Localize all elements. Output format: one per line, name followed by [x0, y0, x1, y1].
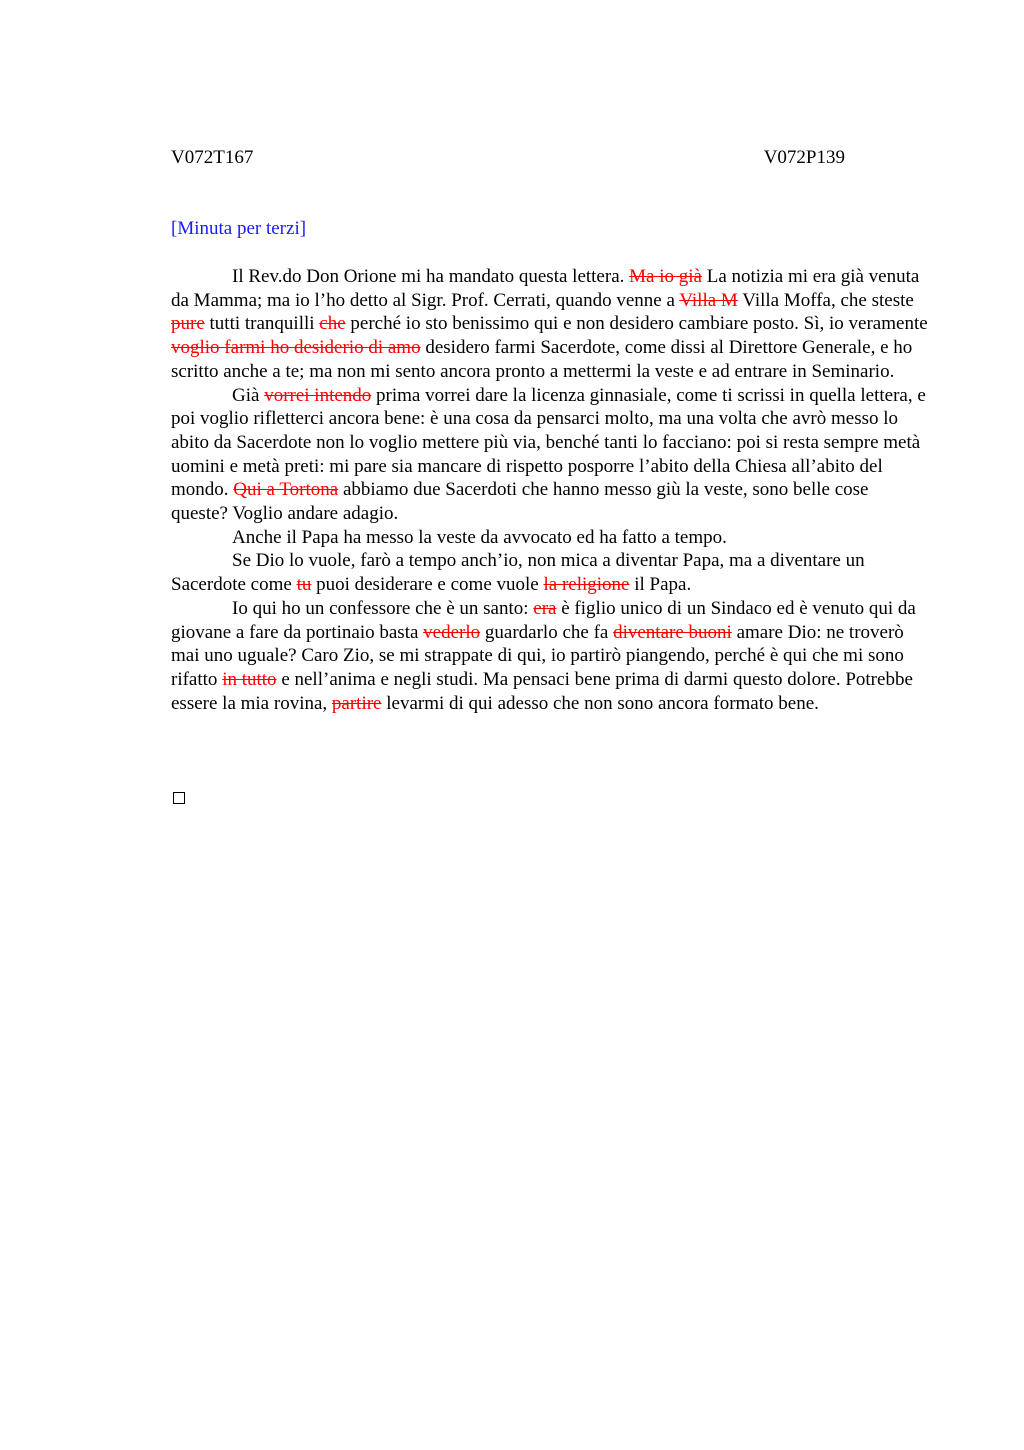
- editorial-note: [Minuta per terzi]: [171, 218, 307, 239]
- deleted-text: pure: [171, 313, 205, 335]
- paragraph: [171, 384, 929, 526]
- deleted-text: Villa M: [679, 289, 738, 311]
- text-segment: Villa Moffa, che steste: [737, 289, 914, 311]
- text-segment: abbiamo due Sacerdoti che hanno messo giù la veste, sono belle cose queste? Voglio andare adagio.: [171, 479, 869, 525]
- text-segment: prima vorrei dare la licenza ginnasiale, come ti scrissi in quella lettera, e poi voglio rifletterci ancora bene: è una cosa da pensarci molto, ma una volta che avrò messo lo abito da Sacerdote non lo voglio mettere più via, benché tanti lo facciano: poi si resta sempre metà uomini e metà preti: mi pare sia mancare di rispetto posporre l’abito della Chiesa all’abito del mondo.: [171, 384, 926, 501]
- text-segment: levarmi di qui adesso che non sono ancora formato bene.: [381, 692, 819, 714]
- text-segment: Già: [232, 384, 265, 406]
- deleted-text: vorrei intendo: [264, 384, 372, 406]
- document-code-right: V072P139: [763, 147, 845, 168]
- text-segment: perché io sto benissimo qui e non desidero cambiare posto. Sì, io veramente: [345, 313, 928, 335]
- text-segment: Il Rev.do Don Orione mi ha mandato questa lettera.: [232, 266, 630, 287]
- text-segment: amare Dio: ne troverò mai uno uguale? Caro Zio, se mi strappate di qui, io partirò piangendo, perché è qui che mi sono rifatto: [171, 621, 904, 690]
- text-segment: Se Dio lo vuole, farò a tempo anch’io, non mica a diventar Papa, ma a diventare un Sacerdote come: [171, 550, 865, 596]
- paragraph: [171, 265, 929, 384]
- text-segment: puoi desiderare e come vuole: [311, 574, 544, 596]
- deleted-text: la religione: [543, 574, 630, 596]
- text-segment: Io qui ho un confessore che è un santo:: [232, 597, 534, 619]
- deleted-text: Ma io già: [629, 266, 702, 287]
- text-segment: il Papa.: [629, 574, 692, 596]
- deleted-text: voglio farmi ho desiderio di amo: [171, 337, 421, 359]
- paragraph: [171, 597, 929, 716]
- empty-square-icon: [173, 792, 185, 804]
- text-segment: La notizia mi era già venuta da Mamma; ma io l’ho detto al Sigr. Prof. Cerrati, quando venne a: [171, 266, 920, 311]
- letter-body: [171, 265, 929, 715]
- text-segment: tutti tranquilli: [204, 313, 320, 335]
- paragraph: [171, 549, 929, 596]
- deleted-text: Qui a Tortona: [233, 479, 339, 501]
- deleted-text: che: [319, 313, 346, 335]
- text-segment: e nell’anima e negli studi. Ma pensaci bene prima di darmi questo dolore. Potrebbe essere la mia rovina,: [171, 668, 913, 714]
- document-header: [171, 146, 845, 170]
- deleted-text: diventare buoni: [613, 621, 732, 643]
- document-code-left: V072T167: [171, 147, 254, 168]
- text-segment: Anche il Papa ha messo la veste da avvocato ed ha fatto a tempo.: [232, 526, 727, 548]
- text-segment: desidero farmi Sacerdote, come dissi al Direttore Generale, e ho scritto anche a te; ma non mi sento ancora pronto a mettermi la veste e ad entrare in Seminario.: [171, 337, 913, 382]
- deleted-text: tu: [296, 574, 312, 596]
- deleted-text: era: [533, 597, 557, 619]
- deleted-text: in tutto: [222, 668, 277, 690]
- text-segment: è figlio unico di un Sindaco ed è venuto qui da giovane a fare da portinaio basta: [171, 597, 916, 643]
- deleted-text: vederlo: [423, 621, 481, 643]
- text-segment: guardarlo che fa: [480, 621, 614, 643]
- deleted-text: partire: [331, 692, 382, 714]
- paragraph: [171, 526, 929, 550]
